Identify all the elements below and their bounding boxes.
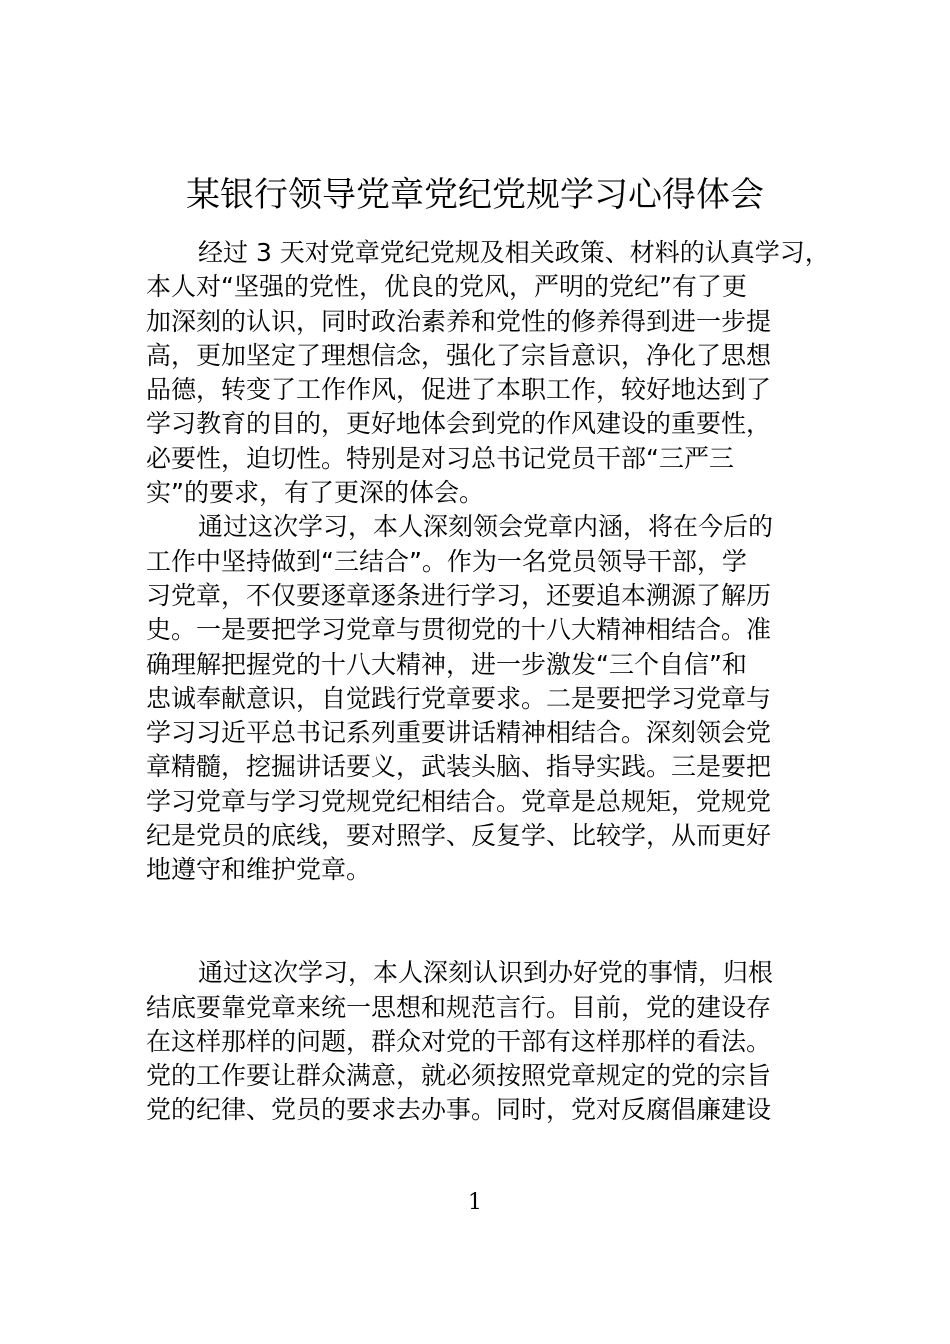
paragraph-line: 加深刻的认识，同时政治素养和党性的修养得到进一步提 (146, 306, 772, 336)
document-body (146, 236, 830, 1128)
paragraph-1 (146, 236, 830, 510)
paragraph-line: 忠诚奉献意识，自觉践行党章要求。二是要把学习党章与 (146, 683, 772, 713)
paragraph-line: 党的纪律、党员的要求去办事。同时，党对反腐倡廉建设 (146, 1095, 772, 1125)
paragraph-line: 高，更加坚定了理想信念，强化了宗旨意识，净化了思想 (146, 340, 772, 370)
paragraph-line: 地遵守和维护党章。 (146, 855, 372, 885)
paragraph-2 (146, 510, 816, 887)
paragraph-line: 结底要靠党章来统一思想和规范言行。目前，党的建设存 (146, 992, 772, 1022)
paragraph-line: 工作中坚持做到“三结合”。作为一名党员领导干部，学 (146, 546, 747, 576)
paragraph-line: 品德，转变了工作作风，促进了本职工作，较好地达到了 (146, 375, 772, 405)
paragraph-line: 必要性，迫切性。特别是对习总书记党员干部“三严三 (146, 443, 734, 473)
paragraph-line: 章精髓，挖掘讲话要义，武装头脑、指导实践。三是要把 (146, 752, 772, 782)
paragraph-line: 本人对“坚强的党性，优良的党风，严明的党纪”有了更 (146, 272, 747, 302)
paragraph-line: 经过 3 天对党章党纪党规及相关政策、材料的认真学习， (198, 238, 830, 267)
paragraph-line: 学习教育的目的，更好地体会到党的作风建设的重要性， (146, 409, 772, 439)
paragraph-line: 在这样那样的问题，群众对党的干部有这样那样的看法。 (146, 1026, 772, 1056)
paragraph-3 (146, 956, 816, 1127)
paragraph-line: 实”的要求，有了更深的体会。 (146, 478, 484, 508)
paragraph-line: 纪是党员的底线，要对照学、反复学、比较学，从而更好 (146, 821, 772, 851)
paragraph-line: 通过这次学习，本人深刻领会党章内涵，将在今后的 (198, 512, 774, 542)
paragraph-line: 党的工作要让群众满意，就必须按照党章规定的党的宗旨 (146, 1061, 772, 1091)
paragraph-line: 学习习近平总书记系列重要讲话精神相结合。深刻领会党 (146, 718, 772, 748)
paragraph-line: 确理解把握党的十八大精神，进一步激发“三个自信”和 (146, 649, 747, 679)
paragraph-line: 学习党章与学习党规党纪相结合。党章是总规矩，党规党 (146, 786, 772, 816)
paragraph-line: 通过这次学习，本人深刻认识到办好党的事情，归根 (198, 958, 774, 988)
paragraph-line: 习党章，不仅要逐章逐条进行学习，还要追本溯源了解历 (146, 580, 772, 610)
document-title: 某银行领导党章党纪党规学习心得体会 (186, 175, 764, 215)
paragraph-spacer (146, 888, 816, 957)
paragraph-line: 史。一是要把学习党章与贯彻党的十八大精神相结合。准 (146, 615, 772, 645)
page-number: 1 (468, 1190, 482, 1215)
